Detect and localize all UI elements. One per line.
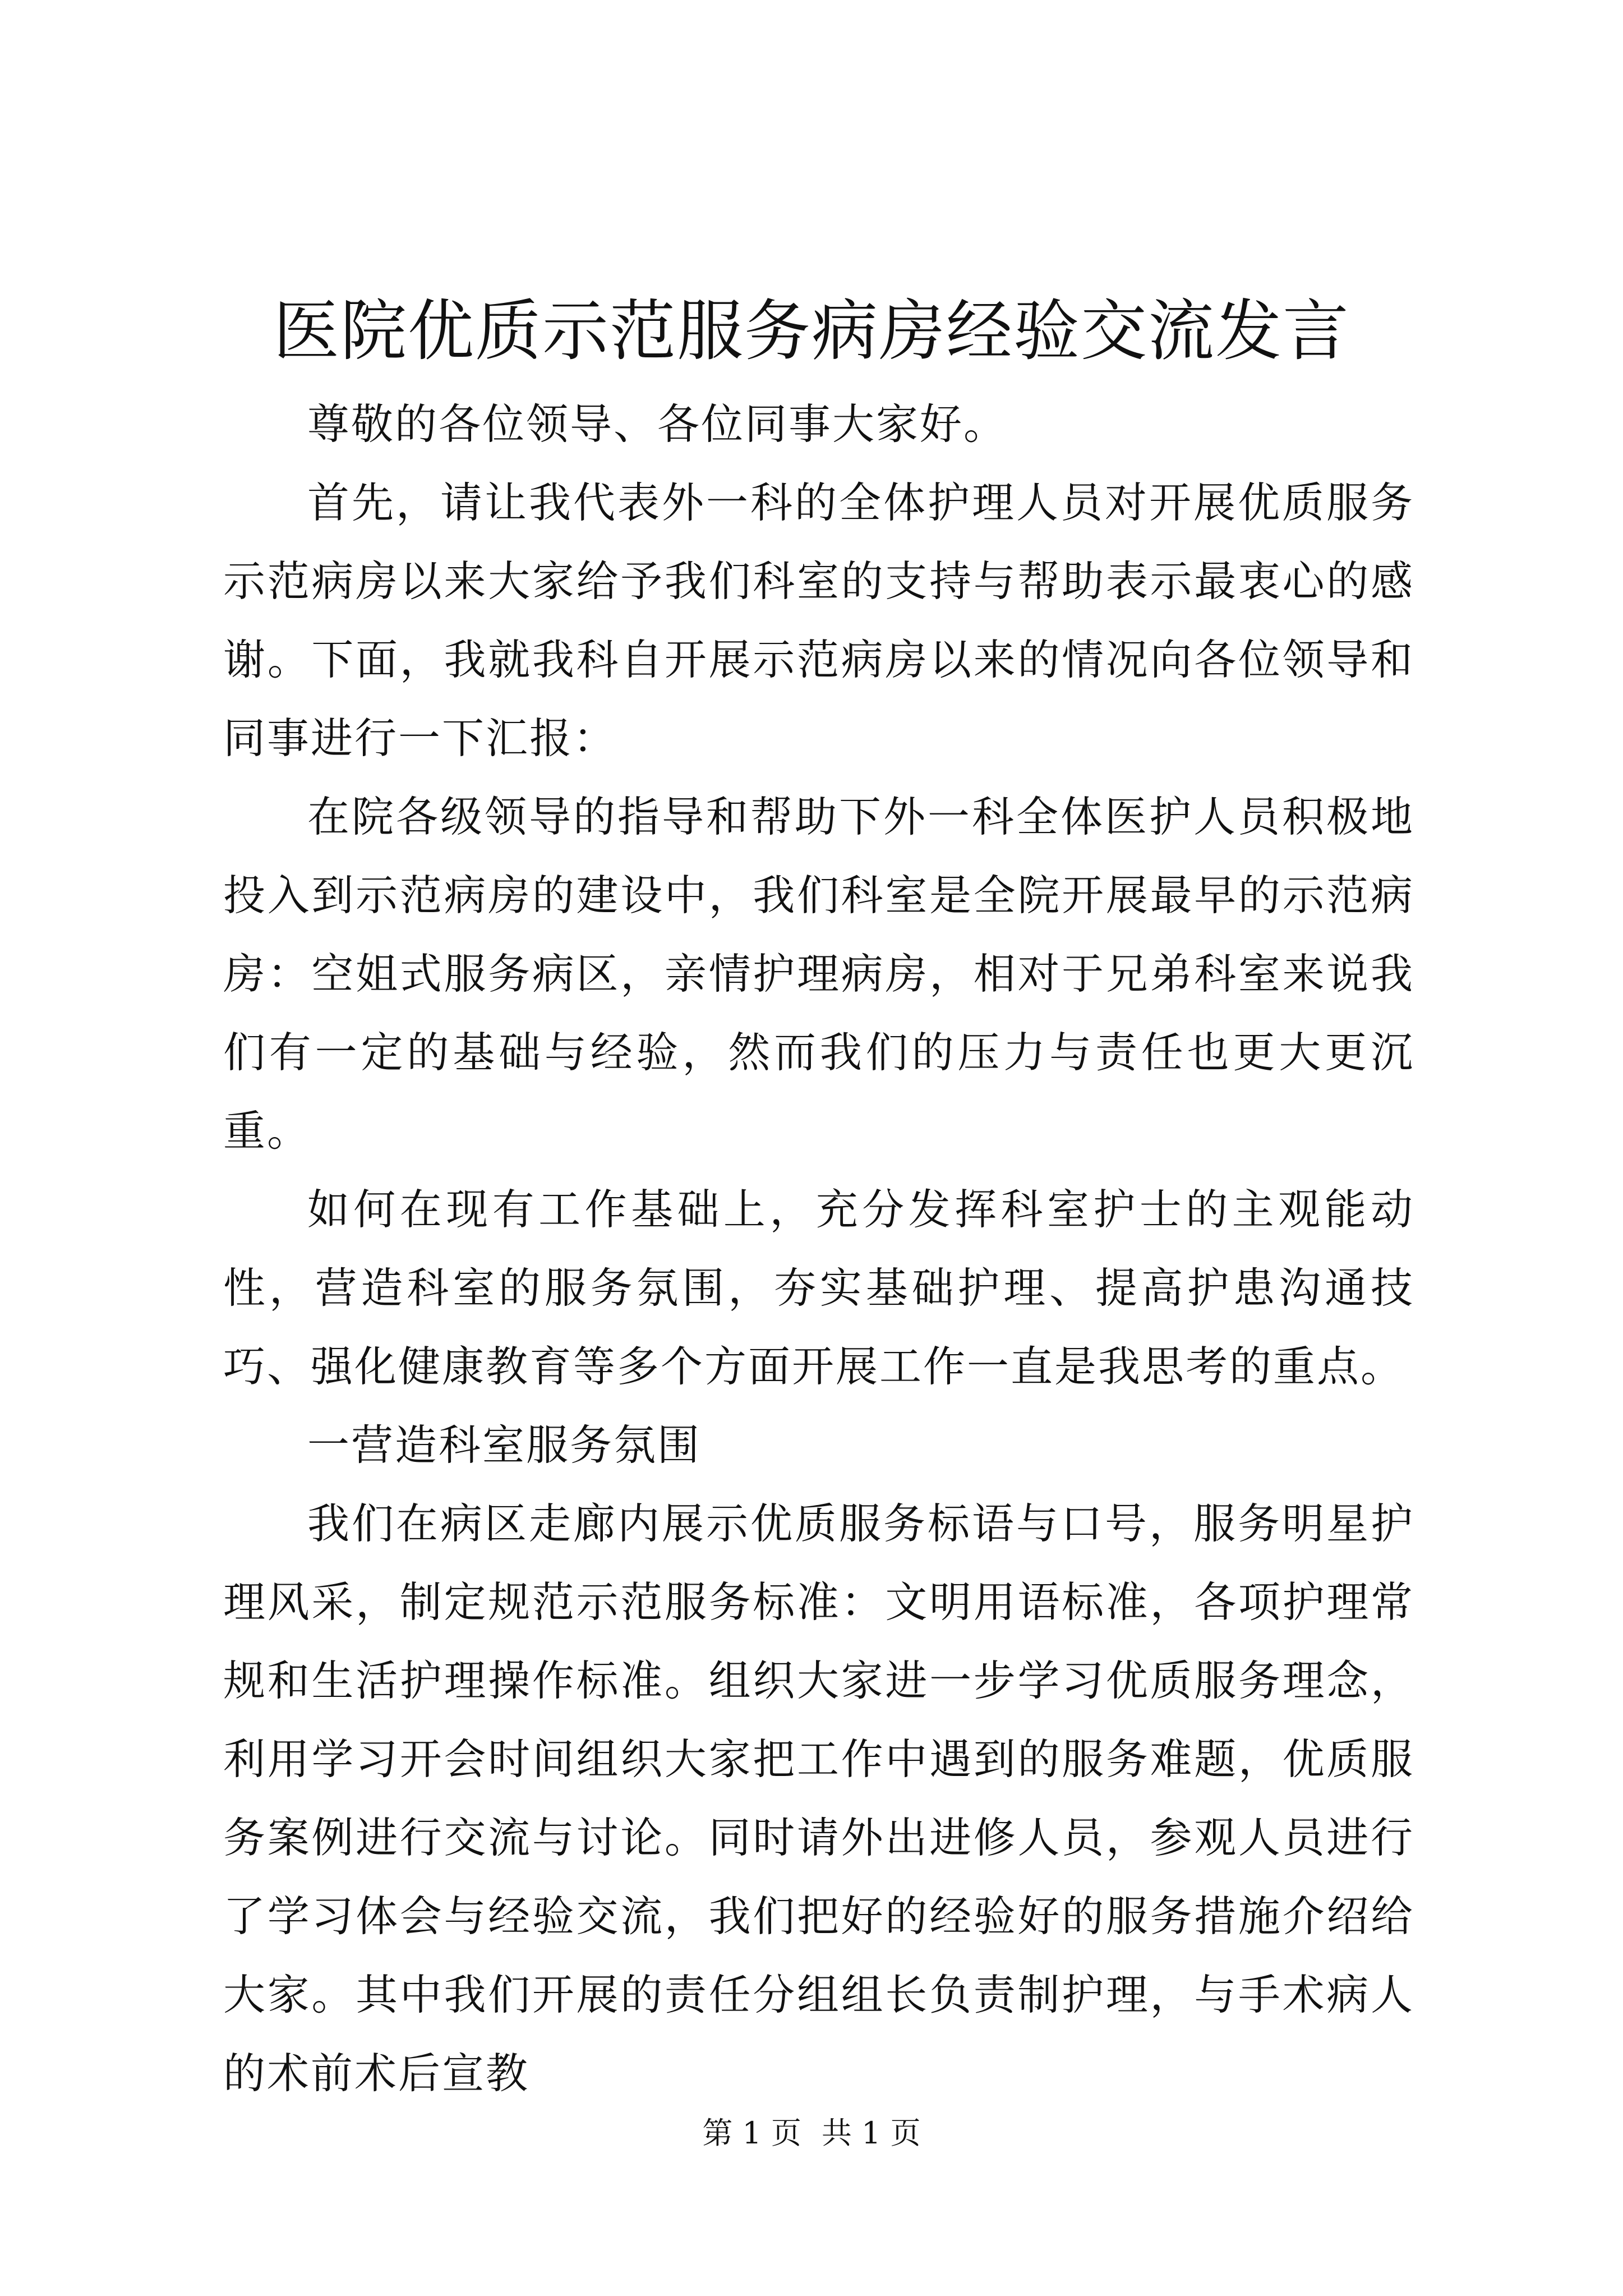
paragraph-atmosphere: 我们在病区走廊内展示优质服务标语与口号，服务明星护理风采，制定规范示范服务标准：文明用语标准，各项护理常规和生活护理操作标准。组织大家进一步学习优质服务理念，利用学习开会时间组织大家把工作中遇到的服务难题，优质服务案例进行交流与讨论。同时请外出进修人员，参观人员进行了学习体会与经验交流，我们把好的经验好的服务措施介绍给大家。其中我们开展的责任分组组长负责制护理，与手术病人的术前术后宣教 — [223, 1499, 1414, 2098]
page-number: 第 1 页 — [702, 2115, 801, 2151]
section-heading: 一营造科室服务氛围 — [307, 1420, 702, 1470]
page-total: 共 1 页 — [822, 2115, 921, 2151]
paragraph-focus: 如何在现有工作基础上，充分发挥科室护士的主观能动性，营造科室的服务氛围，夯实基础护理、提高护患沟通技巧、强化健康教育等多个方面开展工作一直是我思考的重点。 — [223, 1185, 1414, 1391]
page-footer — [0, 2114, 1623, 2153]
paragraph-thanks: 首先，请让我代表外一科的全体护理人员对开展优质服务示范病房以来大家给予我们科室的支持与帮助表示最衷心的感谢。下面，我就我科自开展示范病房以来的情况向各位领导和同事进行一下汇报： — [223, 478, 1414, 763]
document-title: 医院优质示范服务病房经验交流发言 — [273, 292, 1350, 370]
document-body — [223, 385, 1414, 2113]
paragraph-greeting: 尊敬的各位领导、各位同事大家好。 — [307, 399, 1008, 449]
paragraph-background: 在院各级领导的指导和帮助下外一科全体医护人员积极地投入到示范病房的建设中，我们科室是全院开展最早的示范病房：空姐式服务病区，亲情护理病房，相对于兄弟科室来说我们有一定的基础与经验，然而我们的压力与责任也更大更沉重。 — [223, 792, 1414, 1156]
